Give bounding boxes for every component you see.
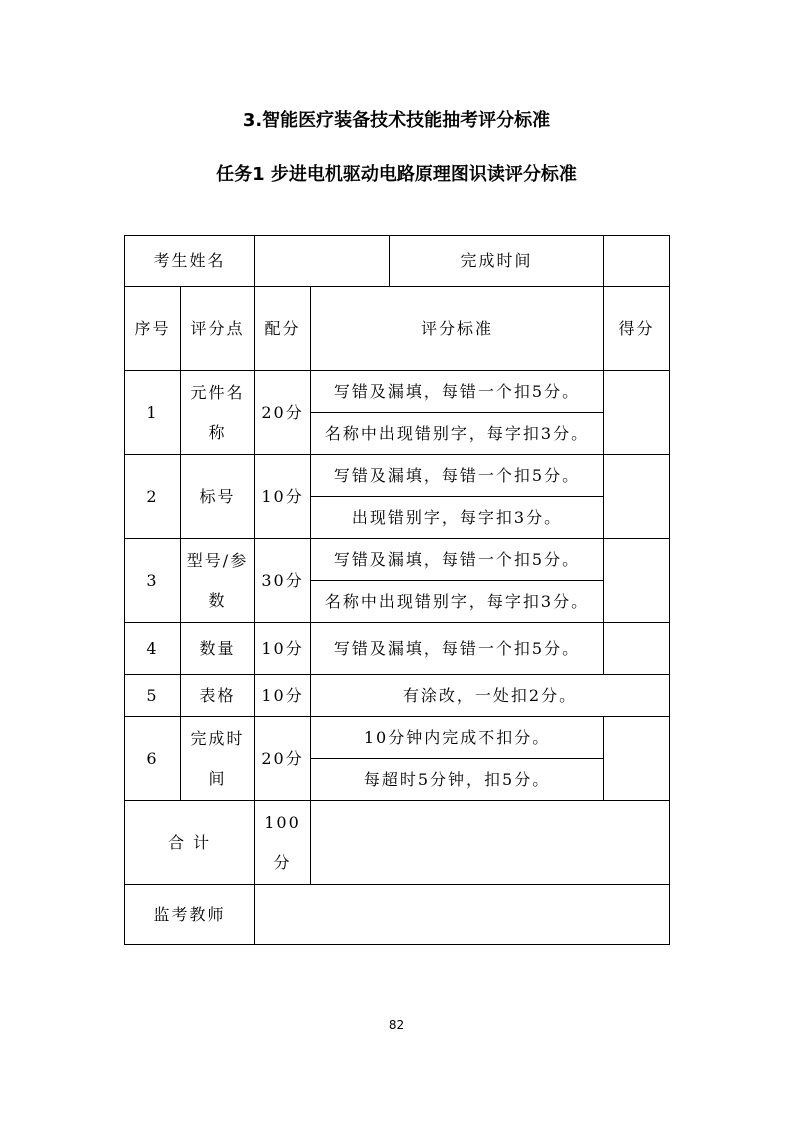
row-criteria: 写错及漏填，每错一个扣5分。: [311, 371, 604, 413]
row-criteria: 名称中出现错别字，每字扣3分。: [311, 581, 604, 623]
row-obtained-cell[interactable]: [604, 623, 670, 675]
task-title: 任务1 步进电机驱动电路原理图识读评分标准: [216, 164, 577, 185]
row-point: 完成时间: [181, 717, 255, 801]
header-score: 配分: [255, 287, 311, 371]
total-score: 100分: [255, 801, 311, 885]
row-obtained-cell[interactable]: [604, 717, 670, 801]
candidate-name-field[interactable]: [255, 236, 390, 286]
row-criteria: 每超时5分钟，扣5分。: [311, 759, 604, 801]
supervisor-label: 监考教师: [125, 885, 255, 945]
table-row: [125, 455, 670, 497]
row-seq: 6: [125, 717, 181, 801]
row-point: 元件名称: [181, 371, 255, 455]
page-number: 82: [388, 1018, 405, 1032]
row-obtained-cell[interactable]: [604, 455, 670, 539]
row-criteria: 有涂改，一处扣2分。: [311, 675, 670, 717]
table-row: [125, 675, 670, 717]
row-seq: 2: [125, 455, 181, 539]
row-point: 型号/参数: [181, 539, 255, 623]
header-seq: 序号: [125, 287, 181, 371]
row-score: 10分: [255, 455, 311, 539]
row-point: 标号: [181, 455, 255, 539]
row-seq: 5: [125, 675, 181, 717]
row-criteria: 写错及漏填，每错一个扣5分。: [311, 539, 604, 581]
completion-time-field[interactable]: [604, 236, 670, 287]
row-criteria: 写错及漏填，每错一个扣5分。: [311, 623, 604, 675]
row-point: 数量: [181, 623, 255, 675]
row-criteria: 写错及漏填，每错一个扣5分。: [311, 455, 604, 497]
table-row: [125, 539, 670, 581]
row-seq: 4: [125, 623, 181, 675]
table-row: [125, 717, 670, 759]
row-obtained-cell[interactable]: [604, 371, 670, 455]
row-obtained-cell[interactable]: [604, 539, 670, 623]
row-criteria: 出现错别字，每字扣3分。: [311, 497, 604, 539]
supervisor-signature-cell[interactable]: [255, 885, 670, 945]
document-heading: 3.智能医疗装备技术技能抽考评分标准: [242, 110, 551, 131]
row-criteria: 10分钟内完成不扣分。: [311, 717, 604, 759]
row-score: 10分: [255, 675, 311, 717]
row-point: 表格: [181, 675, 255, 717]
total-label: 合 计: [125, 801, 255, 885]
table-row: [125, 623, 670, 675]
row-seq: 3: [125, 539, 181, 623]
header-point: 评分点: [181, 287, 255, 371]
header-obtained: 得分: [604, 287, 670, 371]
row-score: 30分: [255, 539, 311, 623]
total-row: [125, 801, 670, 885]
header-criteria: 评分标准: [311, 287, 604, 371]
row-score: 10分: [255, 623, 311, 675]
candidate-name-label: 考生姓名: [125, 236, 255, 287]
completion-time-label: 完成时间: [460, 251, 533, 270]
scoring-table: [124, 235, 670, 945]
table-row: [125, 371, 670, 413]
row-seq: 1: [125, 371, 181, 455]
total-obtained-cell[interactable]: [311, 801, 670, 885]
row-score: 20分: [255, 717, 311, 801]
supervisor-row: [125, 885, 670, 945]
row-score: 20分: [255, 371, 311, 455]
row-criteria: 名称中出现错别字，每字扣3分。: [311, 413, 604, 455]
